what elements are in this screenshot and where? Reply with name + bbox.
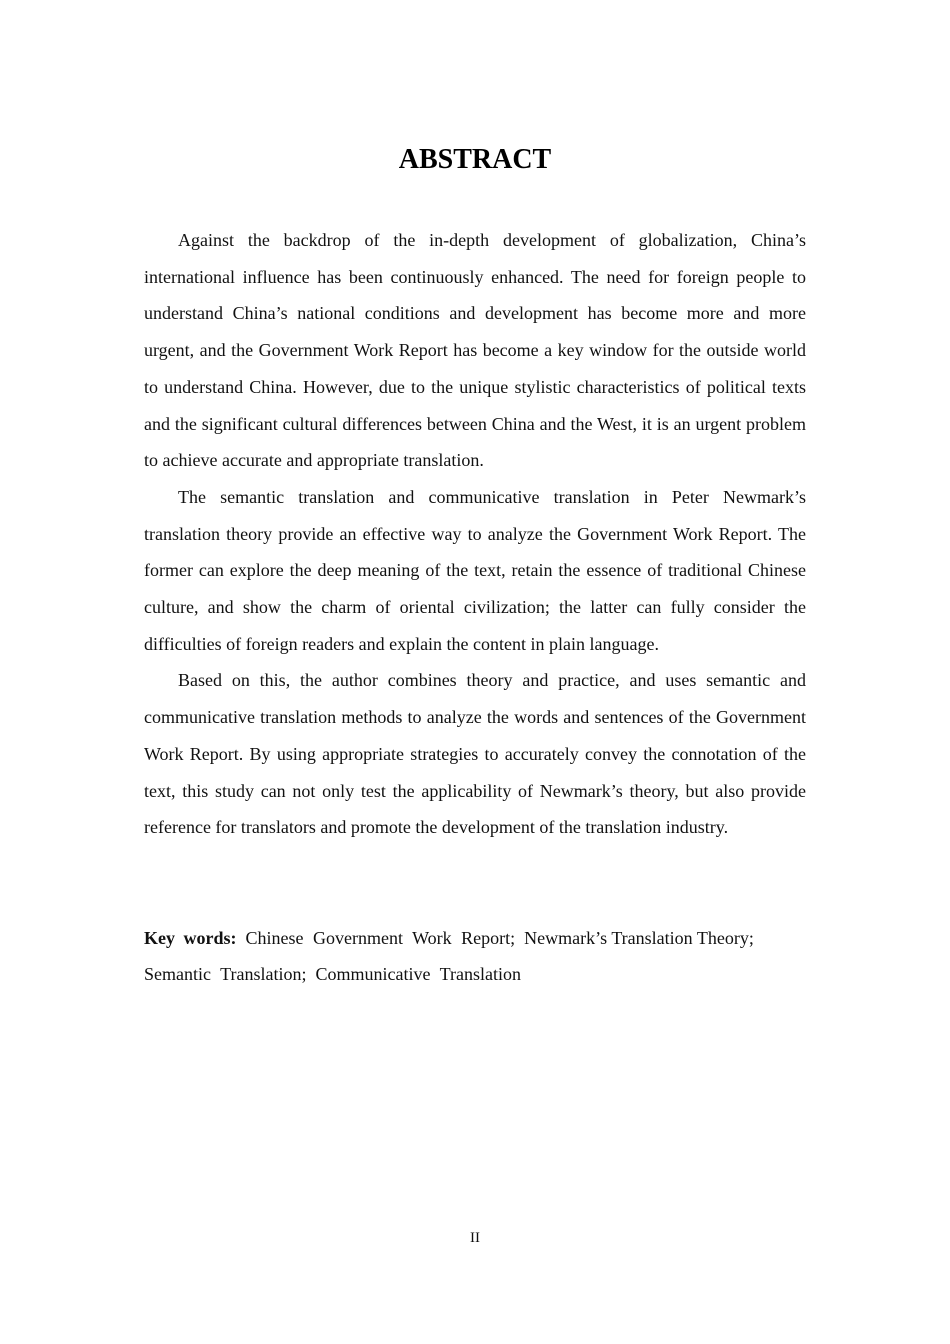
keyword-item: Semantic Translation; xyxy=(144,964,307,985)
abstract-paragraph-1: Against the backdrop of the in-depth development of globalization, China’s international influence has been continuously enhanced. The need for foreign people to understand China’s national conditions and development has become more and more urgent, and the Government Work Report has become a key window for the outside world to understand China. However, due to the unique stylistic characteristics of political texts and the significant cultural differences between China and the West, it is an urgent problem to achieve accurate and appropriate translation. xyxy=(144,230,806,471)
keywords-label: Key words: xyxy=(144,928,237,948)
abstract-paragraph-3: Based on this, the author combines theory and practice, and uses semantic and communicative translation methods to analyze the words and sentences of the Government Work Report. By using appropriate strategies to accurately convey the connotation of the text, this study can not only test the applicability of Newmark’s theory, but also provide reference for translators and promote the development of the translation industry. xyxy=(144,670,806,838)
abstract-body xyxy=(144,222,806,846)
keywords-section xyxy=(144,920,806,993)
abstract-title: ABSTRACT xyxy=(398,144,552,175)
page-number: II xyxy=(470,1230,480,1246)
keyword-item: Newmark’s Translation Theory; xyxy=(524,928,754,948)
keyword-item: Chinese Government Work Report; xyxy=(245,928,516,948)
keyword-item: Communicative Translation xyxy=(315,964,521,985)
abstract-paragraph-2: The semantic translation and communicative translation in Peter Newmark’s translation theory provide an effective way to analyze the Government Work Report. The former can explore the deep meaning of the text, retain the essence of traditional Chinese culture, and show the charm of oriental civilization; the latter can fully consider the difficulties of foreign readers and explain the content in plain language. xyxy=(144,486,806,654)
